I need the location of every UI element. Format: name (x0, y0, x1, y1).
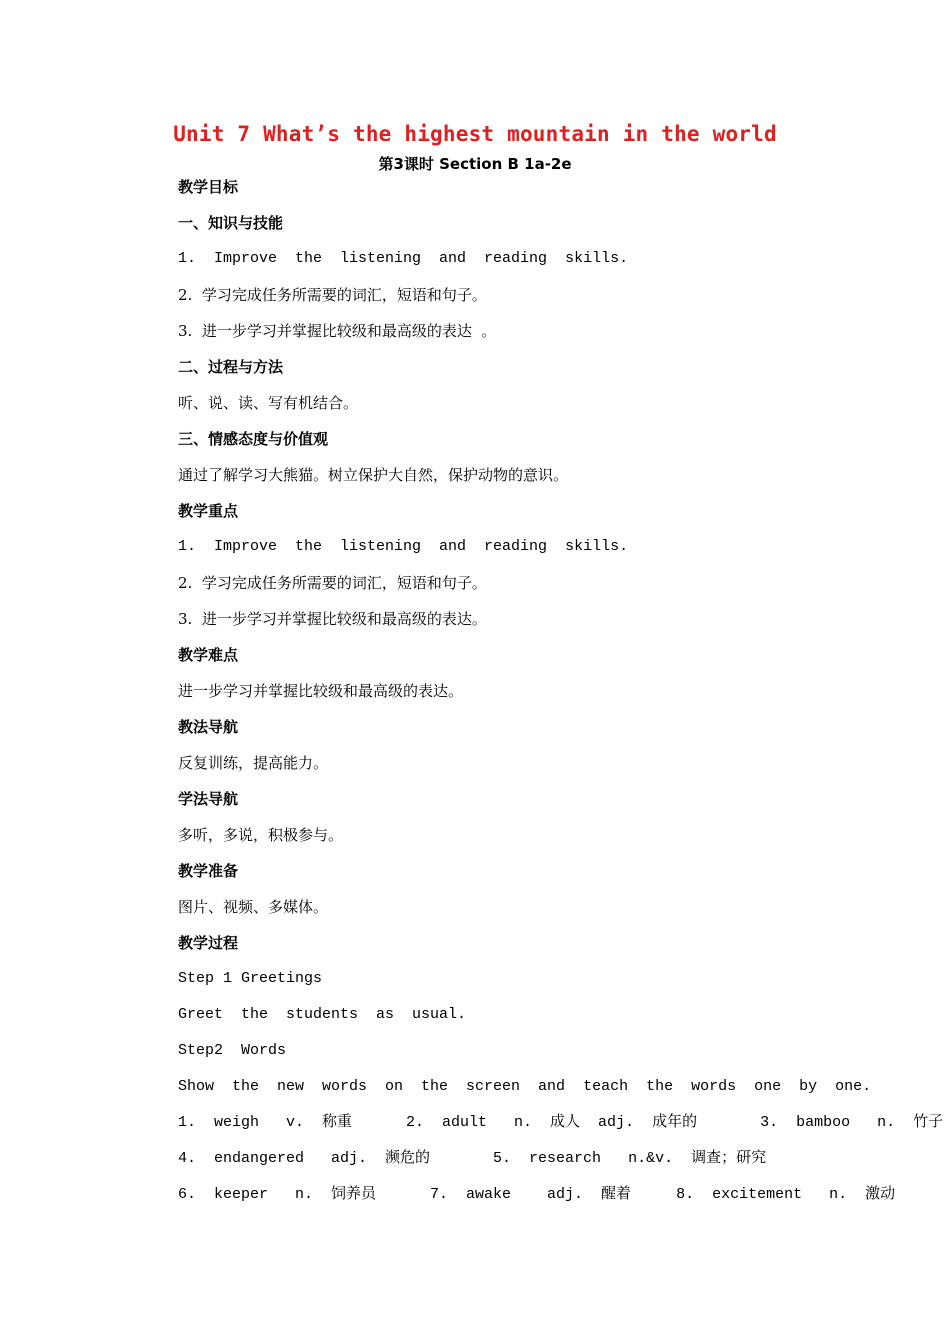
vocab-line: 4. endangered adj. 濒危的 5. research n.&v. 调查；研究 (178, 1150, 767, 1167)
document-title: Unit 7 What’s the highest mountain in the world (173, 122, 777, 146)
paragraph: 听、说、读、写有机结合。 (178, 394, 359, 412)
paragraph: 3. 进一步学习并掌握比较级和最高级的表达 。 (178, 322, 497, 340)
paragraph: Show the new words on the screen and teach the words one by one. (178, 1078, 872, 1095)
paragraph: Step 1 Greetings (178, 970, 323, 987)
paragraph: 2. 学习完成任务所需要的词汇，短语和句子。 (178, 286, 487, 304)
paragraph: 1. Improve the listening and reading skills. (178, 250, 629, 267)
heading-learning-methods: 学法导航 (178, 790, 239, 808)
heading-teaching-methods: 教法导航 (178, 718, 239, 736)
heading-teaching-objectives: 教学目标 (178, 178, 239, 196)
paragraph: Greet the students as usual. (178, 1006, 467, 1023)
paragraph: 多听，多说，积极参与。 (178, 826, 344, 844)
heading-difficulties: 教学难点 (178, 646, 239, 664)
document-subtitle: 第3课时 Section B 1a-2e (378, 155, 572, 173)
vocab-line: 6. keeper n. 饲养员 7. awake adj. 醒着 8. excitement n. 激动 (178, 1186, 896, 1203)
paragraph: 3. 进一步学习并掌握比较级和最高级的表达。 (178, 610, 487, 628)
heading-teaching-process: 教学过程 (178, 934, 239, 952)
paragraph: 通过了解学习大熊猫。树立保护大自然，保护动物的意识。 (178, 466, 569, 484)
heading-knowledge-skills: 一、知识与技能 (178, 214, 284, 232)
paragraph: 1. Improve the listening and reading skills. (178, 538, 629, 555)
paragraph: Step2 Words (178, 1042, 287, 1059)
heading-key-points: 教学重点 (178, 502, 239, 520)
vocab-line: 1. weigh v. 称重 2. adult n. 成人 adj. 成年的 3. bamboo n. 竹子 (178, 1114, 944, 1131)
paragraph: 反复训练，提高能力。 (178, 754, 329, 772)
paragraph: 进一步学习并掌握比较级和最高级的表达。 (178, 682, 464, 700)
heading-emotion-values: 三、情感态度与价值观 (178, 430, 329, 448)
heading-preparation: 教学准备 (178, 862, 239, 880)
paragraph: 2. 学习完成任务所需要的词汇，短语和句子。 (178, 574, 487, 592)
heading-process-methods: 二、过程与方法 (178, 358, 284, 376)
paragraph: 图片、视频、多媒体。 (178, 898, 329, 916)
